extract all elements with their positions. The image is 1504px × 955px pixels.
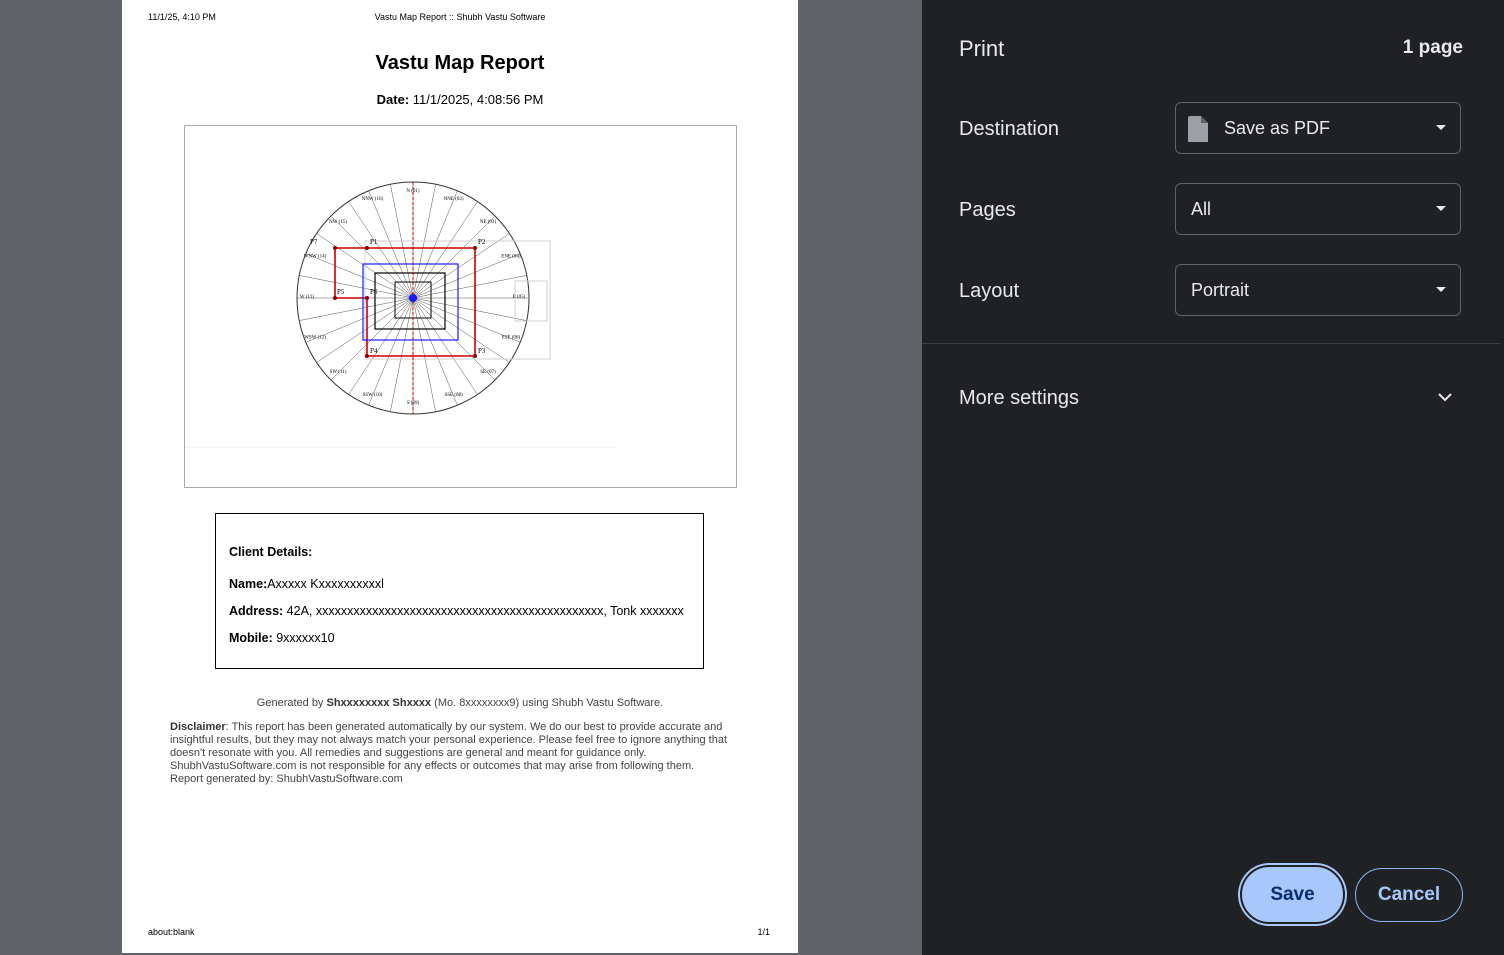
direction-label: NNE (02): [443, 197, 464, 203]
plot-corner-point: [365, 354, 369, 358]
plot-corner-point: [333, 296, 337, 300]
generated-name: Shxxxxxxxx Shxxxx: [326, 697, 432, 709]
destination-label: Destination: [959, 118, 1060, 140]
map-sector-line: [413, 298, 495, 380]
client-details-heading: Client Details:: [229, 545, 313, 559]
point-label: P5: [337, 288, 345, 296]
pages-value: All: [1191, 199, 1212, 219]
direction-label: SSE (08): [444, 392, 463, 398]
client-address-label: Address:: [229, 604, 284, 618]
direction-label: S (09): [406, 401, 420, 406]
direction-label: W (13): [299, 295, 315, 300]
direction-label: N (01): [406, 189, 420, 194]
disclaimer-text: : This report has been generated automatically by our system. We do our best to provide accurate and insightful results, but they may not always match your personal experience. Please feel free to ignore anything that doesn't resonate with you. All remedies and suggestions are general and meant for guidance only. ShubhVastuSoftware.com is not responsible for any effects or outcomes that may arise from following them.: [170, 721, 728, 772]
vastu-map-chart: [185, 126, 736, 487]
cancel-button[interactable]: Cancel: [1355, 868, 1463, 922]
date-label: Date:: [376, 92, 410, 107]
direction-label: SW (11): [329, 369, 347, 375]
pages-label: Pages: [959, 199, 1016, 221]
more-settings-toggle[interactable]: [922, 375, 1500, 425]
chevron-down-icon: [1436, 206, 1446, 211]
point-label: P4: [370, 347, 378, 355]
map-sector-line: [331, 216, 413, 298]
client-address-value: 42A, xxxxxxxxxxxxxxxxxxxxxxxxxxxxxxxxxxxxxxxxxxxxxx, Tonk xxxxxxx: [286, 604, 684, 618]
direction-label: E (05): [512, 295, 526, 300]
direction-label: WSW (12): [304, 335, 326, 341]
save-button[interactable]: Save: [1240, 865, 1345, 924]
generated-suffix: (Mo. 8xxxxxxxx9) using Shubh Vastu Software.: [434, 697, 664, 709]
direction-label: SE (07): [480, 369, 496, 375]
page-footer-url: about:blank: [148, 927, 195, 937]
panel-scrollbar[interactable]: [1500, 0, 1504, 955]
report-date: [122, 92, 798, 107]
report-generated-by: Report generated by: ShubhVastuSoftware.com: [170, 773, 403, 785]
generated-prefix: Generated by: [256, 697, 324, 709]
map-sector-line: [303, 254, 413, 298]
direction-label: ENE (04): [501, 254, 521, 260]
generated-by-line: [122, 697, 798, 709]
client-name-value: Axxxxx Kxxxxxxxxxxl: [267, 577, 384, 591]
print-title: Print: [959, 36, 1005, 61]
disclaimer-label: Disclaimer: [170, 721, 226, 733]
map-sector-line: [413, 298, 457, 405]
layout-select[interactable]: [1175, 264, 1461, 316]
layout-label: Layout: [959, 280, 1020, 302]
page-header-datetime: 11/1/25, 4:10 PM: [148, 12, 216, 22]
chevron-down-icon: [1436, 125, 1446, 130]
file-icon: [1188, 116, 1208, 142]
disclaimer: [170, 721, 740, 786]
center-point: [409, 294, 417, 302]
page-header-title: Vastu Map Report :: Shubh Vastu Software: [374, 12, 546, 22]
map-sector-line: [331, 298, 413, 380]
preview-page: [122, 0, 798, 953]
point-label: P1: [370, 238, 378, 246]
plot-corner-point: [333, 246, 337, 250]
client-mobile-label: Mobile:: [229, 631, 273, 645]
destination-value: Save as PDF: [1224, 118, 1331, 138]
map-sector-line: [413, 216, 495, 298]
plot-corner-point: [365, 296, 369, 300]
plot-corner-point: [365, 246, 369, 250]
vastu-map-frame: [184, 125, 737, 488]
panel-divider: [922, 343, 1500, 344]
map-sector-line: [413, 254, 520, 298]
date-value: 11/1/2025, 4:08:56 PM: [412, 92, 544, 107]
point-label: P7: [310, 238, 318, 246]
page-count: 1 page: [1402, 37, 1463, 58]
chevron-down-icon: [1438, 393, 1452, 403]
layout-value: Portrait: [1191, 280, 1250, 300]
point-label: P6: [370, 288, 378, 296]
client-details-box: [215, 513, 704, 669]
print-settings-panel: [922, 0, 1504, 955]
direction-label: SSW (10): [362, 392, 383, 398]
pages-select[interactable]: [1175, 183, 1461, 235]
plot-corner-point: [473, 354, 477, 358]
direction-label: NNW (16): [361, 197, 384, 203]
floor-plan-room: [512, 281, 547, 321]
direction-label: NE (03): [479, 220, 497, 226]
plot-corner-point: [473, 246, 477, 250]
more-settings-label: More settings: [959, 387, 1080, 409]
client-mobile-value: 9xxxxxx10: [276, 631, 335, 645]
report-title: Vastu Map Report: [375, 52, 545, 74]
direction-label: WNW (14): [303, 254, 327, 260]
point-label: P2: [478, 238, 486, 246]
chevron-down-icon: [1436, 287, 1446, 292]
client-name-label: Name:: [229, 577, 268, 591]
page-footer-number: 1/1: [757, 927, 770, 937]
point-label: P3: [478, 347, 486, 355]
direction-label: ESE (06): [501, 335, 521, 341]
destination-select[interactable]: [1175, 102, 1461, 154]
direction-label: NW (15): [329, 220, 347, 226]
